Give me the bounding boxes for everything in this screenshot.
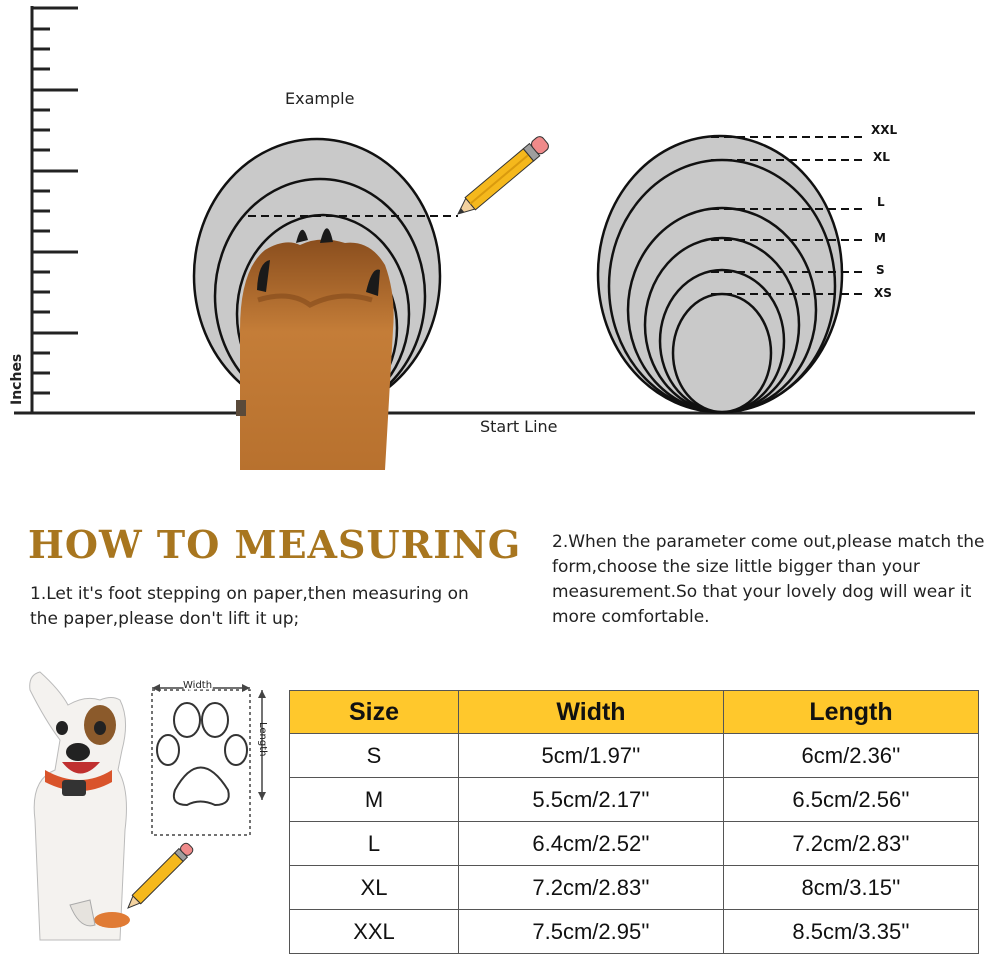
instruction-step-1: 1.Let it's foot stepping on paper,then measuring on the paper,please don't lift it up; bbox=[30, 584, 469, 629]
page-title: HOW TO MEASURING bbox=[28, 522, 522, 567]
size-cell: XXL bbox=[290, 910, 459, 954]
axis-label: Inches bbox=[9, 353, 25, 405]
table-row bbox=[290, 822, 979, 866]
size-cell: S bbox=[290, 734, 459, 778]
size-table bbox=[289, 690, 979, 954]
length-cell: 8.5cm/3.35'' bbox=[724, 910, 979, 954]
dog-paw-image bbox=[236, 228, 394, 470]
size-cell: M bbox=[290, 778, 459, 822]
size-circles bbox=[598, 136, 842, 412]
inch-ruler bbox=[32, 6, 78, 413]
size-cell: L bbox=[290, 822, 459, 866]
table-row bbox=[290, 778, 979, 822]
size-marker-xxl: XXL bbox=[871, 123, 898, 137]
pencil-icon bbox=[453, 135, 551, 221]
length-label: Length bbox=[257, 722, 268, 757]
start-line-label: Start Line bbox=[480, 417, 558, 436]
table-row bbox=[290, 734, 979, 778]
table-header-row bbox=[290, 691, 979, 734]
length-cell: 8cm/3.15'' bbox=[724, 866, 979, 910]
column-header-length: Length bbox=[724, 691, 979, 734]
width-label: Width bbox=[183, 680, 213, 691]
example-label: Example bbox=[285, 89, 355, 108]
column-header-size: Size bbox=[290, 691, 459, 734]
size-marker-xl: XL bbox=[873, 150, 890, 164]
length-cell: 6.5cm/2.56'' bbox=[724, 778, 979, 822]
width-cell: 5.5cm/2.17'' bbox=[459, 778, 724, 822]
length-cell: 6cm/2.36'' bbox=[724, 734, 979, 778]
size-cell: XL bbox=[290, 866, 459, 910]
table-row bbox=[290, 866, 979, 910]
instruction-step-2: 2.When the parameter come out,please match the form,choose the size little bigger than your measurement.So that your lovely dog will wear it more comfortable. bbox=[552, 532, 985, 627]
size-marker-xs: XS bbox=[874, 286, 892, 300]
length-cell: 7.2cm/2.83'' bbox=[724, 822, 979, 866]
small-pencil-icon bbox=[124, 842, 195, 913]
size-marker-m: M bbox=[874, 231, 886, 245]
dog-image bbox=[30, 672, 130, 940]
paw-sketch bbox=[152, 680, 268, 835]
column-header-width: Width bbox=[459, 691, 724, 734]
size-marker-l: L bbox=[877, 195, 885, 209]
width-cell: 5cm/1.97'' bbox=[459, 734, 724, 778]
width-cell: 7.2cm/2.83'' bbox=[459, 866, 724, 910]
width-cell: 7.5cm/2.95'' bbox=[459, 910, 724, 954]
size-marker-s: S bbox=[876, 263, 885, 277]
width-cell: 6.4cm/2.52'' bbox=[459, 822, 724, 866]
